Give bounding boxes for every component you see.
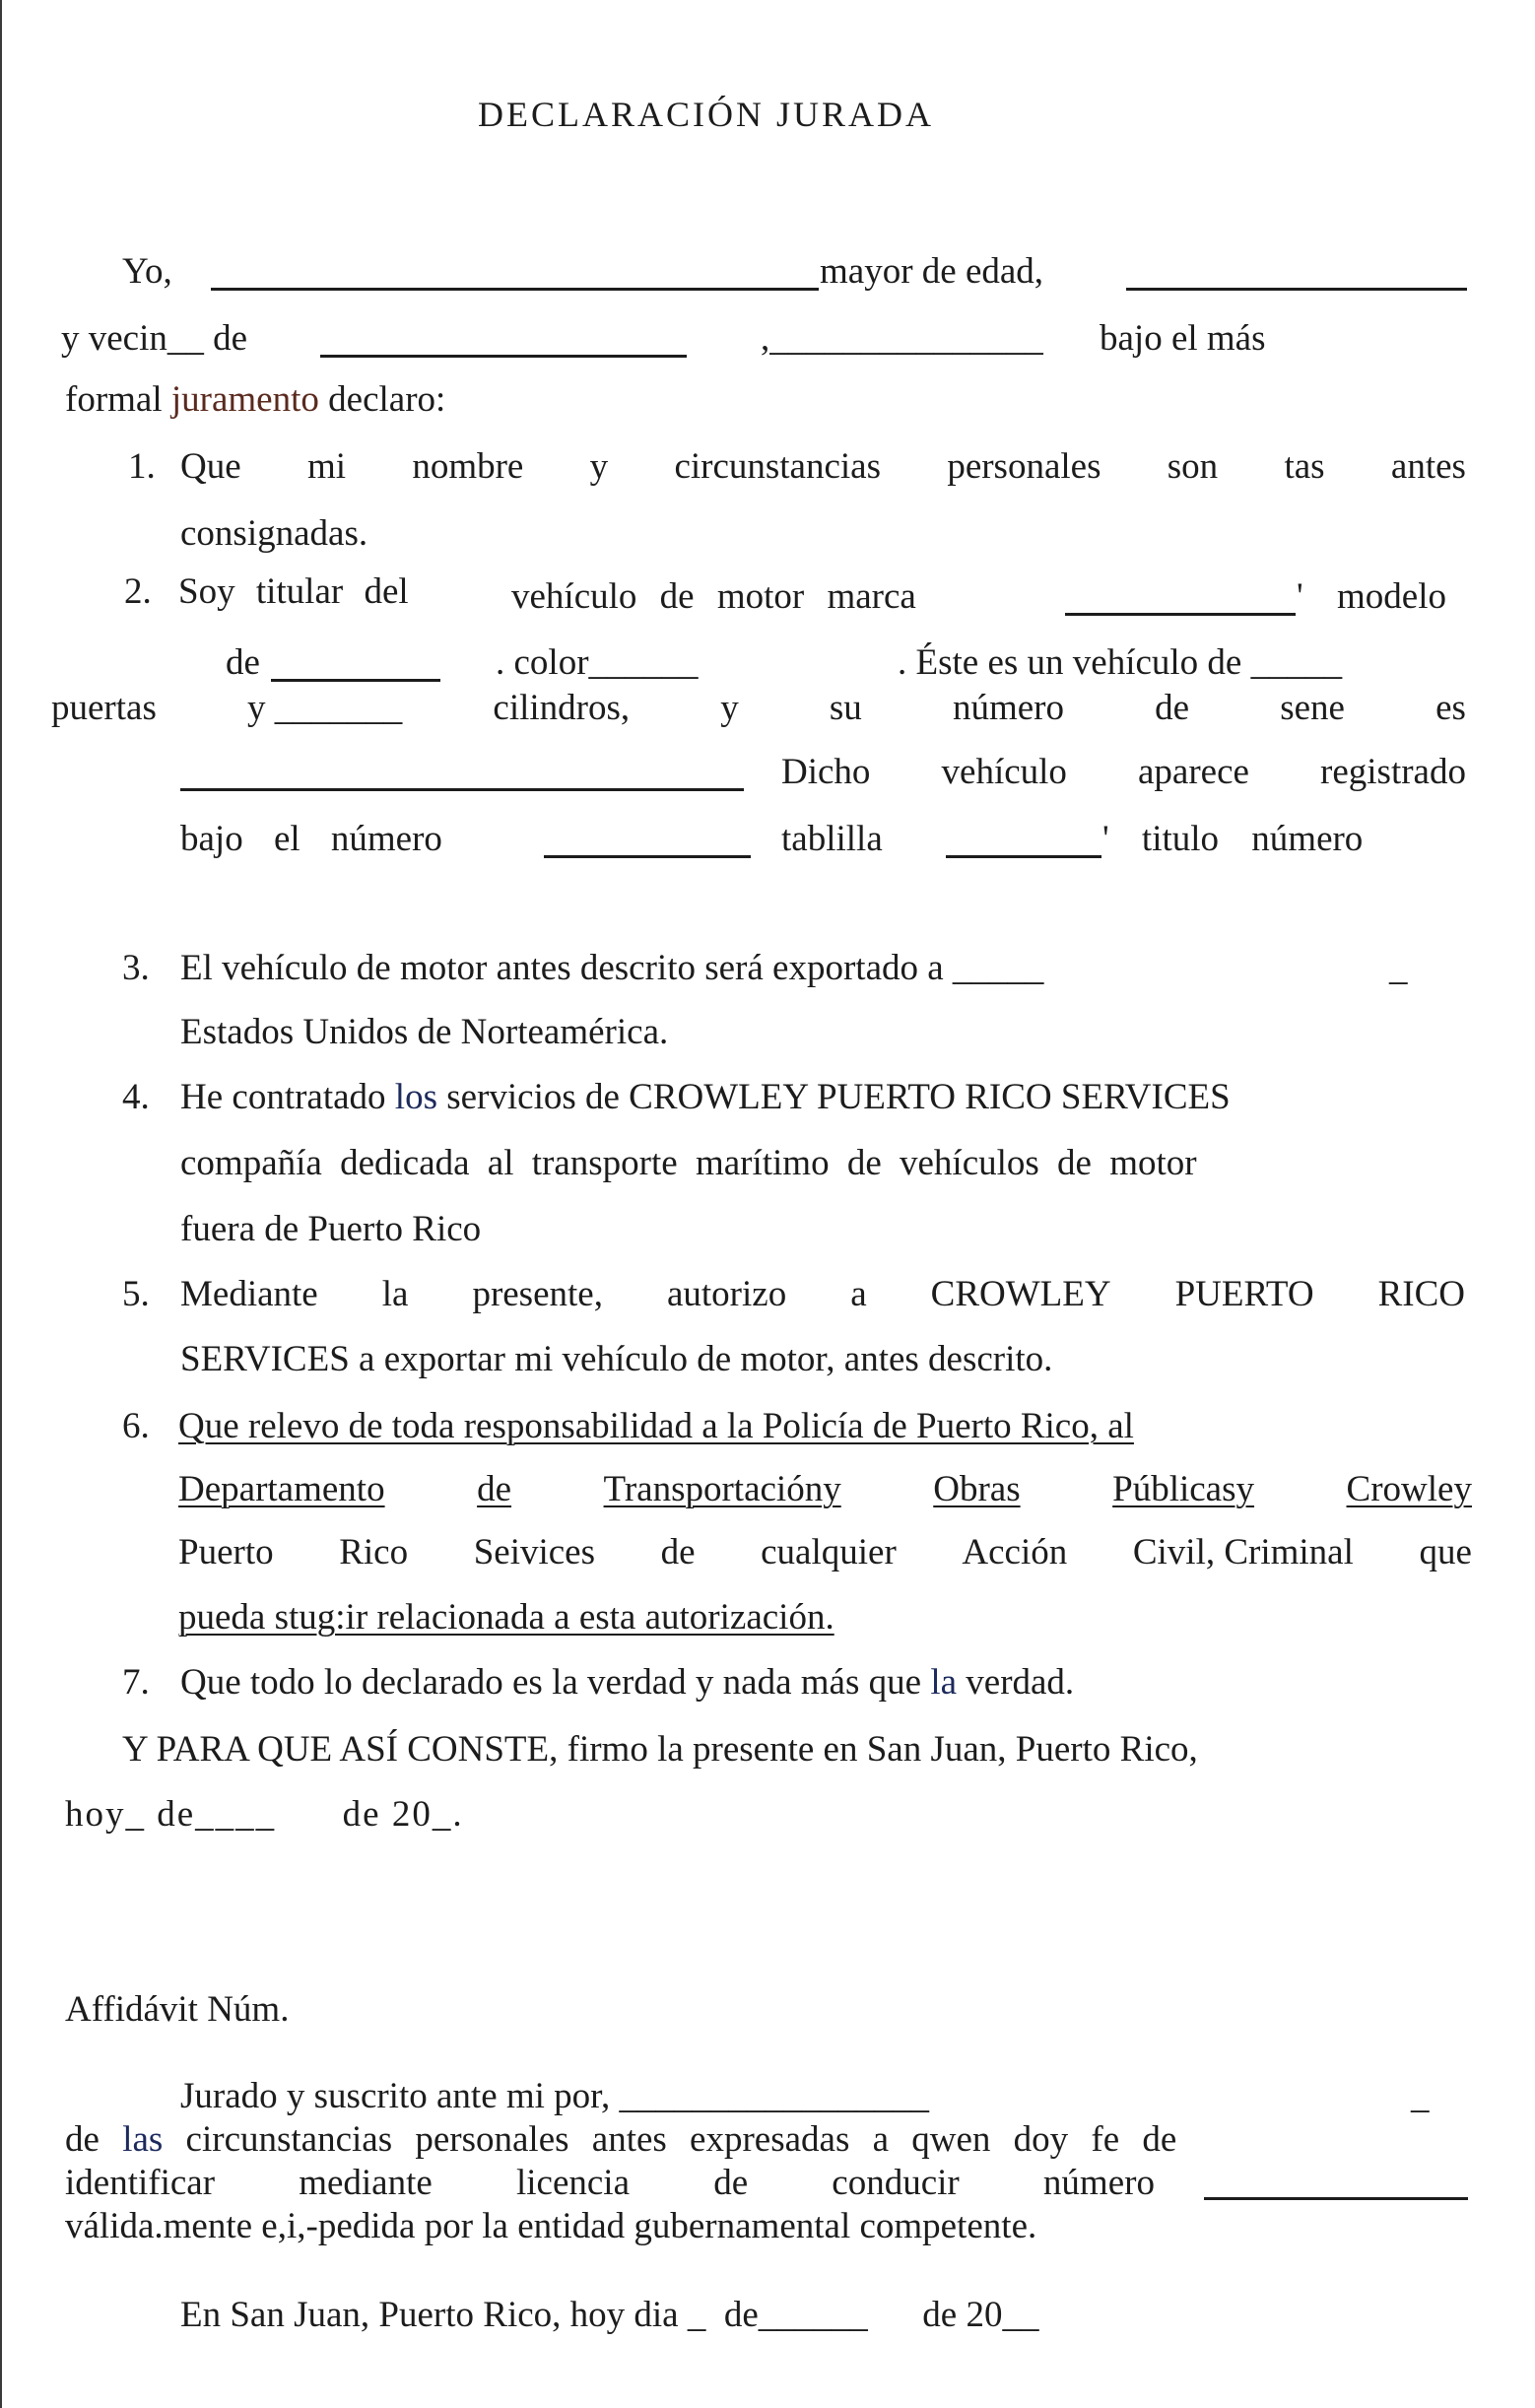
item1-word: y [589,446,609,487]
item2-l3-word: y [720,688,739,728]
item5-l1-word: presente, [472,1274,603,1314]
item2-line4 [781,751,1466,794]
item6-l2-word: de [477,1469,512,1509]
item6-l2-word: Departamento [178,1469,385,1509]
item1-word: tas [1284,446,1325,487]
item2-l4-word: aparece [1138,752,1249,792]
item4-line1 [180,1076,1231,1119]
affidavit-line1-end: _ [1411,2076,1430,2116]
item5-line1 [180,1273,1465,1316]
item4-line3: fuera de Puerto Rico [180,1209,482,1249]
item1-word: circunstancias [674,446,882,487]
item6-l3-word: Seivices [473,1532,595,1572]
closing-line1: Y PARA QUE ASÍ CONSTE, firmo la presente en San Juan, Puerto Rico, [122,1729,1198,1770]
item2-l2b: . color______ [496,642,699,683]
item2-line3 [51,687,1466,730]
item6-l2-word: Públicasy [1112,1469,1255,1509]
item1-line1 [180,445,1466,489]
item5-l1-word: PUERTO [1174,1274,1314,1314]
affidavit-l3-word: conducir [832,2163,960,2203]
item1-word: mi [306,446,347,487]
intro-formal-post: declaro: [318,379,446,420]
item6-l3-word: que [1419,1532,1472,1572]
item4-l1-post: servicios de CROWLEY PUERTO RICO SERVICES [436,1077,1231,1117]
item2-l1a: Soy titular del [178,571,409,612]
intro-formal-pre: formal [65,379,171,420]
affidavit-l3-word: número [1042,2163,1155,2203]
item7-number: 7. [122,1662,150,1703]
intro-comma-blank: ,_______________ [761,318,1043,359]
affidavit-line4: válida.mente e,i,-pedida por la entidad gubernamental competente. [65,2206,1037,2246]
item1-number: 1. [128,446,156,487]
item6-l2-word: Obras [933,1469,1021,1509]
item5-l1-word: CROWLEY [930,1274,1111,1314]
item5-number: 5. [122,1274,150,1314]
document-title: DECLARACIÓN JURADA [478,95,935,134]
item6-line2 [178,1468,1472,1511]
intro-vecin: y vecin__ de [61,318,248,359]
item7-l1-blue: la [930,1662,958,1703]
license-blank [1204,2197,1468,2200]
plate-blank [946,855,1101,858]
item2-l5a: bajo el número [180,819,442,859]
item2-l4-word: Dicho [781,752,871,792]
item2-l3-word: sene [1280,688,1345,728]
affidavit-line2 [65,2118,1176,2162]
item1-word: antes [1390,446,1466,487]
item5-line2: SERVICES a exportar mi vehículo de motor, antes descrito. [180,1339,1053,1379]
item1-word: nombre [412,446,524,487]
item4-l1-blue: los [394,1077,437,1117]
registration-blank [544,855,751,858]
affidavit-line5: En San Juan, Puerto Rico, hoy dia _ de______ de 20__ [180,2295,1039,2335]
item1-word: Que [180,446,241,487]
item2-number: 2. [124,571,152,612]
intro-mayor: mayor de edad, [820,251,1044,292]
item6-l3-word: Rico [339,1532,409,1572]
item2-l1b: vehículo de motor marca [511,576,916,617]
item1-line2: consignadas. [180,513,368,554]
item5-l1-word: RICO [1377,1274,1465,1314]
affidavit-l3-word: licencia [515,2163,631,2203]
item6-l3-word: Civil, Criminal [1132,1532,1354,1572]
item7-l1-post: verdad. [957,1662,1075,1703]
item3-number: 3. [122,948,150,988]
item2-l3-word: de [1155,688,1190,728]
town-blank [320,355,687,358]
item4-number: 4. [122,1077,150,1117]
brand-blank [1065,613,1296,616]
item6-line4: pueda stug:ir relacionada a esta autorización. [178,1597,834,1638]
item7-line1 [180,1661,1074,1705]
serial-blank [180,788,744,791]
item6-l2-word: Transportacióny [603,1469,841,1509]
affidavit-l3-word: identificar [65,2163,216,2203]
item2-l3-word: número [952,688,1064,728]
item2-l2a: de [226,642,260,683]
item1-word: personales [947,446,1101,487]
item2-l4-word: registrado [1320,752,1466,792]
item2-l2c: . Éste es un vehículo de _____ [898,642,1343,683]
model-blank [271,679,440,682]
item2-l5c: ' titulo número [1102,819,1364,859]
item2-l3-word: y _______ [247,688,403,728]
item5-l1-word: Mediante [180,1274,318,1314]
affidavit-l3-word: mediante [299,2163,433,2203]
affidavit-l2-pre: de [65,2119,123,2160]
item2-l3-word: puertas [51,688,157,728]
item6-l2-word: Crowley [1346,1469,1472,1509]
affidavit-l2-post: circunstancias personales antes expresadas a qwen doy fe de [163,2119,1177,2160]
item2-l3-word: su [829,688,862,728]
item5-l1-word: autorizo [666,1274,787,1314]
intro-formal [65,378,445,422]
item5-l1-word: a [850,1274,867,1314]
item3-line1-end: _ [1389,948,1408,988]
item6-number: 6. [122,1406,150,1446]
item6-line3 [178,1531,1472,1574]
item3-line1: El vehículo de motor antes descrito será exportado a _____ [180,948,1044,988]
affidavit-label: Affidávit Núm. [65,1989,290,2030]
item7-l1-pre: Que todo lo declarado es la verdad y nada más que [180,1662,931,1703]
closing-line2: hoy_ de____ de 20_. [65,1794,464,1835]
item2-l1-tick: ' [1297,576,1303,617]
item6-l3-word: cualquier [761,1532,897,1572]
item2-l3-word: cilindros, [493,688,631,728]
affidavit-l3-word: de [713,2163,749,2203]
item1-word: son [1167,446,1219,487]
affidavit-line1: Jurado y suscrito ante mi por, _________________ [180,2076,930,2116]
intro-formal-word: juramento [170,379,319,420]
intro-bajo: bajo el más [1100,318,1266,359]
age-blank [1126,288,1467,291]
affidavit-line3 [65,2162,1155,2205]
item6-l3-word: Puerto [178,1532,274,1572]
item2-l4-word: vehículo [941,752,1067,792]
item2-l1c: modelo [1337,576,1446,617]
affidavit-l2-blue: las [122,2119,164,2160]
item4-line2: compañía dedicada al transporte marítimo de vehículos de motor [180,1143,1197,1183]
item2-l5b: tablilla [781,819,883,859]
intro-yo: Yo, [122,251,172,292]
item4-l1-pre: He contratado [180,1077,395,1117]
item3-line2: Estados Unidos de Norteamérica. [180,1012,669,1052]
item5-l1-word: la [381,1274,409,1314]
name-blank [211,288,819,291]
item2-l3-word: es [1435,688,1466,728]
item6-l3-word: Acción [962,1532,1068,1572]
item6-l3-word: de [660,1532,696,1572]
item6-line1: Que relevo de toda responsabilidad a la Policía de Puerto Rico, al [178,1406,1134,1446]
